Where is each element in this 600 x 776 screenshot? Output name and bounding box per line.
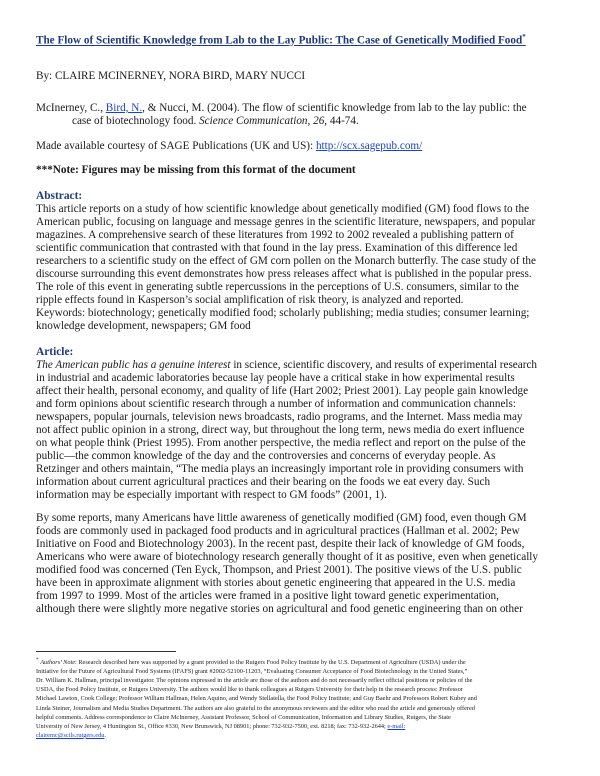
footnote-line: Linda Steiner, Journalism and Media Studies Department. The authors are also grateful to the anonymous reviewers and the editor who read the article and generously offered [36, 704, 475, 712]
article-paragraph-2 [36, 512, 574, 616]
article-p2-line: have been in approximate alignment with stories about genetic engineering that appeared in the U.S. media [36, 576, 516, 589]
article-p1-line: in industrial and academic laboratories because lay people have a critical stake in how experimental results [36, 371, 515, 384]
abstract-line: researchers to a scientific study on the effect of GM corn pollen on the Monarch butterfly. The case study of the [36, 254, 536, 267]
article-p2-line: although there were slightly more negative stories on agricultural and food genetic engineering than on other [36, 602, 523, 615]
footnote-label: Authors’ Note [40, 659, 76, 667]
title-text: The Flow of Scientific Knowledge from Lab to the Lay Public: The Case of Genetically Modified Food [36, 34, 523, 47]
title-footnote-mark: * [522, 33, 526, 41]
citation [36, 102, 574, 128]
abstract-line: The role of this event in generating subtle repercussions in the perceptions of U.S. consumers, similar to the [36, 280, 519, 293]
abstract-line: Keywords: biotechnology; genetically modified food; scholarly publishing; media studies; consumer learning; [36, 306, 530, 319]
article-p2-line: Initiative on Food and Biotechnology 2003). In the recent past, despite their lack of knowledge of GM foods, [36, 537, 525, 550]
article-heading: Article: [36, 345, 74, 358]
article-p1-line: on what people think (Priest 1995). From another perspective, the media reflect and report on the pulse of the [36, 436, 526, 449]
authors-footnote [36, 656, 574, 740]
footnote-line: Michael Lawton, Cook College; Professor William Hallman, Helen Aquino, and Wendy Stellatella, the Food Policy Institute; and Guy Baehr and Professors Robert Kubey and [36, 695, 477, 703]
abstract-body [36, 203, 574, 333]
article-p2-line: modified food was concerned (Ten Eyck, Thompson, and Priest 2001). The positive views of the U.S. public [36, 563, 522, 576]
article-p1-line: Retzinger and others maintain, “The media plays an increasingly important role in providing consumers with [36, 462, 524, 475]
article-p1-line: public—the common knowledge of the day and the controversies and concerns of everyday people. As [36, 449, 496, 462]
footnote-line: University of New Jersey, 4 Huntington St., Office #330, New Brunswick, NJ 08901; phone: 732-932-7500, ext. 8218; fax: 732-932-2644; e-mail: [36, 722, 406, 730]
courtesy-line: Made available courtesy of SAGE Publications (UK and US): http://scx.sagepub.com/ [36, 139, 423, 152]
author-email-link[interactable]: clairemc@scils.rutgers.edu [36, 731, 105, 739]
article-p1-line: and form opinions about scientific research through a number of information and communication channels: [36, 397, 516, 410]
article-p2-line: Americans who were aware of biotechnology research generally thought of it as positive, even when genetically [36, 550, 539, 563]
citation-line-1: McInerney, C., Bird, N., & Nucci, M. (2004). The flow of scientific knowledge from lab to the lay public: the [36, 101, 527, 114]
article-p2-line: By some reports, many Americans have little awareness of genetically modified (GM) food, even though GM [36, 511, 527, 524]
email-link-label[interactable]: e-mail: [387, 722, 406, 730]
abstract-heading: Abstract: [36, 189, 83, 202]
figures-note: ***Note: Figures may be missing from this format of the document [36, 163, 356, 176]
abstract-line: ripple effects found in Kasperson’s social amplification of risk theory, is analyzed and reported. [36, 293, 464, 306]
article-p2-line: foods are commonly used in packaged food products and in agricultural practices (Hallman et al. 2002; Pew [36, 524, 520, 537]
article-lead-italic: The American public has a genuine interest [36, 358, 231, 371]
footnote-divider [36, 651, 176, 652]
email-period: . [104, 731, 106, 739]
article-p1-line: newspapers, popular journals, television news broadcasts, radio programs, and the Internet. Mass media may [36, 410, 523, 423]
article-paragraph-1 [36, 359, 574, 502]
footnote-line: Initiative for the Future of Agricultural Food Systems (IFAFS) grant #2002-52100-11203, “Evaluating Consumer Acceptance of Food Biotechnology in the United States,” [36, 668, 468, 676]
author-link-bird[interactable]: Bird, N. [105, 101, 143, 114]
citation-line-2: case of biotechnology food. Science Communication, 26, 44-74. [72, 114, 359, 127]
footnote-line: Dr. William K. Hallman, principal investigator. The opinions expressed in the article are those of the authors and do not necessarily reflect official positions or policies of the [36, 677, 473, 685]
abstract-line: This article reports on a study of how scientific knowledge about genetically modified (GM) food flows to the [36, 202, 530, 215]
article-p2-line: from 1997 to 1999. Most of the articles were framed in a positive light toward genetic experimentation, [36, 589, 499, 602]
footnote-email-line [36, 731, 574, 740]
article-p1-line: information may be especially important with respect to GM foods” (2001, 1). [36, 488, 387, 501]
article-p1-line: information about current agricultural practices and their bearing on the foods we eat every day. Such [36, 475, 491, 488]
document-title [36, 30, 574, 48]
document-page [36, 30, 574, 616]
article-p1-first-line: The American public has a genuine interest in science, scientific discovery, and results of experimental research [36, 358, 538, 371]
footnote-line: USDA, the Food Policy Institute, or Rutgers University. The authors would like to thank colleagues at Rutgers University for their help in the research process: Professor [36, 686, 463, 694]
abstract-line: discourse surrounding this event demonstrates how press releases affect what is published in the popular press. [36, 267, 532, 280]
article-p1-line: not affect public opinion in a strong, direct way, but throughout the long term, news media do exert influence [36, 423, 525, 436]
footnote-first-line: * Authors’ Note: Research described here was supported by a grant provided to the Rutgers Food Policy Institute by the U.S. Department of Agriculture (USDA) under the [36, 657, 466, 667]
abstract-line: magazines. A comprehensive search of these literatures from 1992 to 2002 revealed a publishing pattern of [36, 228, 514, 241]
footnote-line: helpful comments. Address correspondence to Claire McInerney, Assistant Professor, School of Communication, Information and Library Studies, Rutgers, the State [36, 713, 451, 721]
sage-publisher-link[interactable]: http://scx.sagepub.com/ [315, 139, 423, 152]
abstract-line: American public, focusing on language and message genres in the scientific literature, newspapers, and popular [36, 215, 536, 228]
article-p1-line: affect their health, personal economy, and quality of life (Hart 2002; Priest 2001). Lay people gain knowledge [36, 384, 529, 397]
abstract-line: knowledge development, newspapers; GM food [36, 319, 251, 332]
abstract-line: scientific communication that contrasted with that found in the lay press. Examination of this difference led [36, 241, 518, 254]
authors-line: By: CLAIRE MCINERNEY, NORA BIRD, MARY NUCCI [36, 69, 306, 82]
journal-name: Science Communication, 26 [199, 114, 325, 127]
